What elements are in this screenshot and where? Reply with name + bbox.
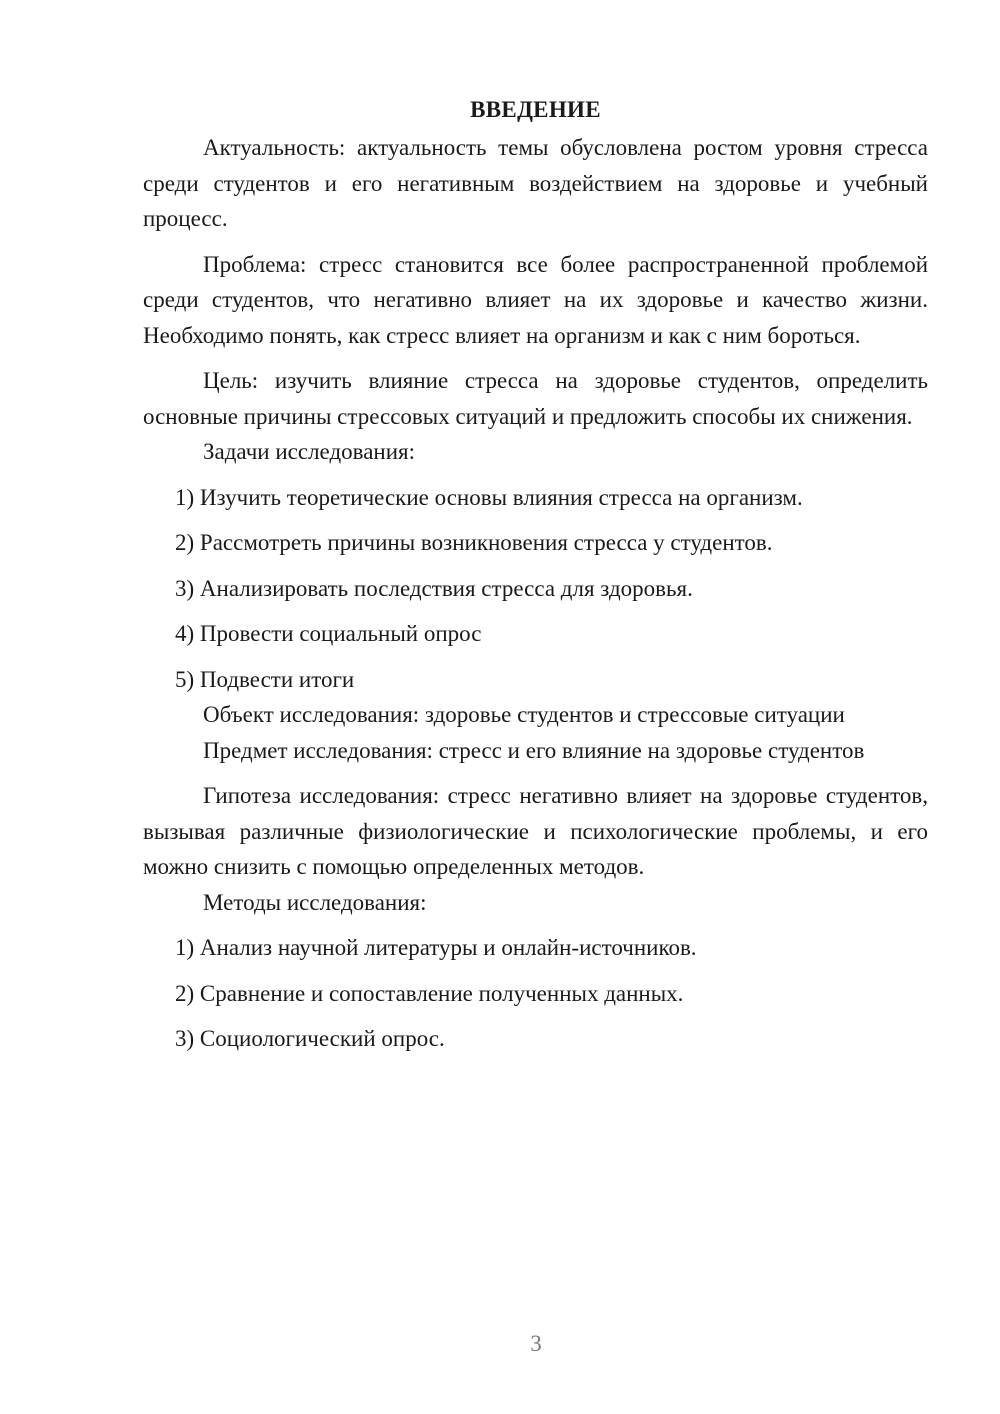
task-item: 3) Анализировать последствия стресса для здоровья. xyxy=(175,575,693,601)
task-item: 2) Рассмотреть причины возникновения стресса у студентов. xyxy=(175,530,773,555)
page-title: ВВЕДЕНИЕ xyxy=(470,97,601,122)
method-item: 1) Анализ научной литературы и онлайн-источников. xyxy=(175,935,697,960)
task-item: 5) Подвести итоги xyxy=(175,666,355,692)
task-item: 1) Изучить теоретические основы влияния стресса на организм. xyxy=(175,484,803,510)
method-item: 3) Социологический опрос. xyxy=(175,1026,445,1051)
task-item: 4) Провести социальный опрос xyxy=(175,621,482,646)
hypothesis-paragraph: Гипотеза исследования: стресс негативно влияет на здоровье студентов, вызывая различные физиологические и психологические проблемы, и его можно снизить с помощью определенных методов. xyxy=(143,783,928,879)
method-item: 2) Сравнение и сопоставление полученных данных. xyxy=(175,980,684,1006)
object-line: Объект исследования: здоровье студентов и стрессовые ситуации xyxy=(203,702,845,727)
relevance-paragraph: Актуальность: актуальность темы обусловлена ростом уровня стресса среди студентов и его негативным воздействием на здоровье и учебный процесс. xyxy=(143,135,928,231)
page-content xyxy=(143,92,928,1057)
goal-paragraph: Цель: изучить влияние стресса на здоровье студентов, определить основные причины стрессовых ситуаций и предложить способы их снижения. xyxy=(143,368,928,429)
subject-line: Предмет исследования: стресс и его влияние на здоровье студентов xyxy=(203,737,865,763)
page-number: 3 xyxy=(530,1331,542,1356)
methods-heading: Методы исследования: xyxy=(203,889,427,915)
problem-paragraph: Проблема: стресс становится все более распространенной проблемой среди студентов, что негативно влияет на их здоровье и качество жизни. Необходимо понять, как стресс влияет на организм и как с ним бороться. xyxy=(143,251,928,348)
tasks-heading: Задачи исследования: xyxy=(203,439,416,464)
